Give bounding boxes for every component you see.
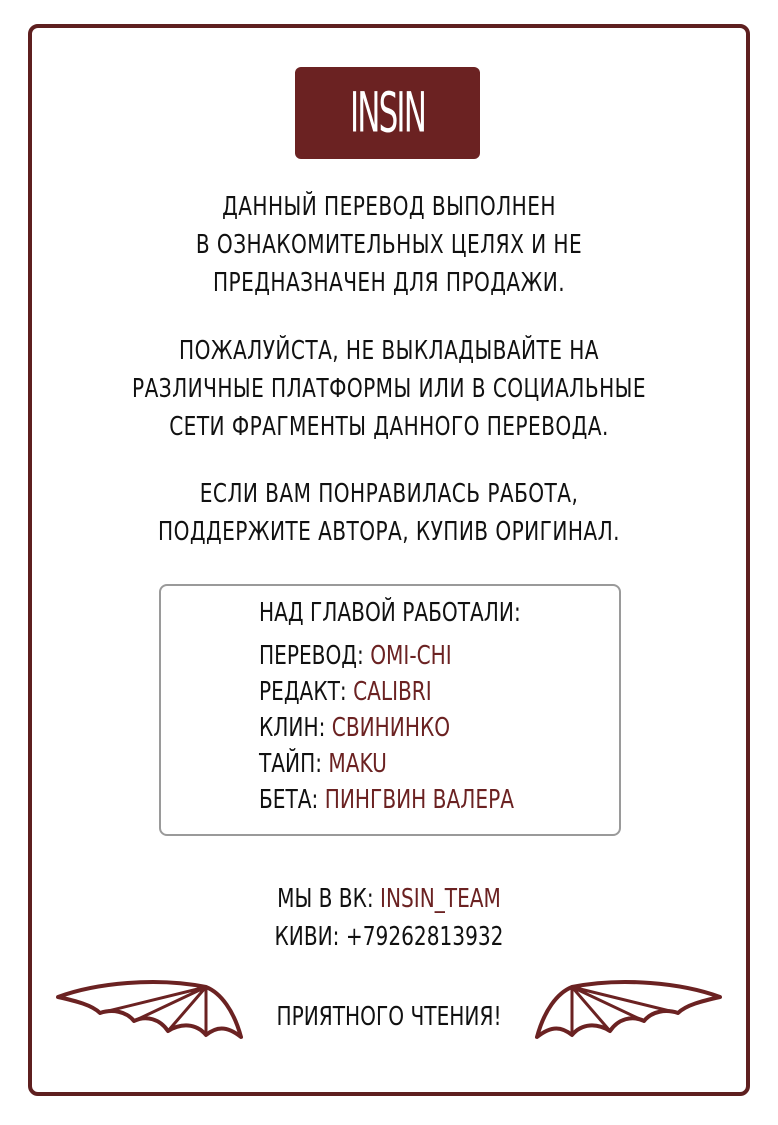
- qiwi-number: +79262813932: [345, 922, 504, 952]
- credit-role: ТАЙП:: [259, 749, 323, 779]
- request-line: РАЗЛИЧНЫЕ ПЛАТФОРМЫ ИЛИ В СОЦИАЛЬНЫЕ: [132, 374, 646, 404]
- credit-role: ПЕРЕВОД:: [259, 641, 364, 671]
- support-line: ПОДДЕРЖИТЕ АВТОРА, КУПИВ ОРИГИНАЛ.: [158, 517, 620, 547]
- request-text: [0, 332, 778, 446]
- credit-role: КЛИН:: [259, 713, 326, 743]
- vk-line: [54, 880, 723, 918]
- credit-row-typesetter: [259, 746, 387, 782]
- logo-text: INSIN: [349, 81, 426, 145]
- request-line: СЕТИ ФРАГМЕНТЫ ДАННОГО ПЕРЕВОДА.: [169, 412, 609, 442]
- footer-greeting: ПРИЯТНОГО ЧТЕНИЯ!: [276, 1002, 502, 1032]
- request-line: ПОЖАЛУЙСТА, НЕ ВЫКЛАДЫВАЙТЕ НА: [179, 336, 599, 366]
- contacts: [0, 880, 778, 956]
- credits-box: [159, 584, 621, 836]
- credit-name: MAKU: [328, 749, 387, 779]
- footer-text: [0, 1002, 778, 1032]
- credit-name: СВИНИНКО: [331, 713, 451, 743]
- credits-title: НАД ГЛАВОЙ РАБОТАЛИ:: [259, 598, 521, 628]
- disclaimer-line: В ОЗНАКОМИТЕЛЬНЫХ ЦЕЛЯХ И НЕ: [195, 230, 583, 260]
- credit-role: РЕДАКТ:: [259, 677, 347, 707]
- credit-row-beta: [259, 782, 514, 818]
- qiwi-line: [54, 918, 723, 956]
- credit-row-editor: [259, 674, 432, 710]
- credit-role: БЕТА:: [259, 785, 319, 815]
- team-logo: [295, 67, 480, 159]
- credit-row-translation: [259, 638, 452, 674]
- support-line: ЕСЛИ ВАМ ПОНРАВИЛАСЬ РАБОТА,: [199, 479, 579, 509]
- support-text: [0, 475, 778, 551]
- vk-label: МЫ В ВК:: [277, 884, 374, 914]
- qiwi-label: КИВИ:: [274, 922, 340, 952]
- disclaimer-line: ДАННЫЙ ПЕРЕВОД ВЫПОЛНЕН: [222, 192, 556, 222]
- credit-name: ПИНГВИН ВАЛЕРА: [324, 785, 514, 815]
- disclaimer-line: ПРЕДНАЗНАЧЕН ДЛЯ ПРОДАЖИ.: [212, 268, 566, 298]
- disclaimer-text: [0, 188, 778, 302]
- vk-link[interactable]: INSIN_TEAM: [380, 884, 501, 914]
- credit-name: CALIBRI: [353, 677, 432, 707]
- credit-name: OMI-CHI: [370, 641, 452, 671]
- credit-row-cleaner: [259, 710, 450, 746]
